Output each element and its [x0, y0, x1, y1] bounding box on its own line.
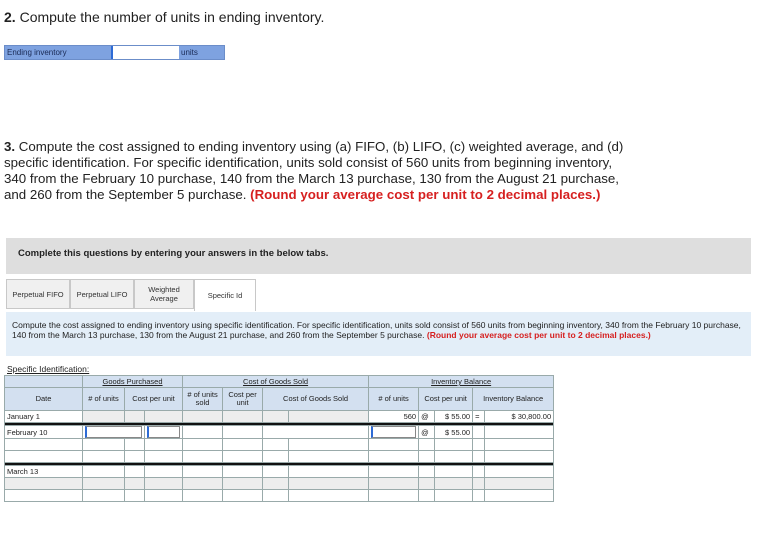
tab-bar — [6, 279, 256, 311]
cogs-units-header: # of units sold — [183, 388, 223, 411]
gp-cost-header: Cost per unit — [125, 388, 183, 411]
question-2-text: Compute the number of units in ending inventory. — [19, 9, 325, 25]
tab-perpetual-fifo[interactable]: Perpetual FIFO — [6, 279, 70, 309]
question-3-highlight: (Round your average cost per unit to 2 decimal places.) — [250, 187, 601, 202]
tab-weighted-average[interactable]: Weighted Average — [134, 279, 194, 309]
question-2-number: 2. — [4, 9, 16, 25]
instruction-text — [12, 320, 747, 340]
date-cell: January 1 — [5, 411, 83, 423]
table-row-jan1 — [5, 411, 554, 423]
gp-units-input[interactable] — [85, 426, 142, 438]
table-row-mar13 — [5, 466, 554, 478]
at-symbol: @ — [419, 426, 435, 439]
inv-balance-header: Inventory Balance — [473, 388, 554, 411]
complete-note-box — [6, 238, 751, 274]
specific-identification-title: Specific Identification: — [7, 364, 90, 374]
at-symbol: @ — [419, 411, 435, 423]
inv-units-input[interactable] — [371, 426, 416, 438]
date-cell: February 10 — [5, 426, 83, 439]
tab-perpetual-lifo[interactable]: Perpetual LIFO — [70, 279, 134, 309]
inv-units-header: # of units — [369, 388, 419, 411]
ending-inventory-input[interactable] — [111, 46, 179, 59]
cogs-total-header: Cost of Goods Sold — [263, 388, 369, 411]
inv-cost-cell: $ 55.00 — [435, 426, 473, 439]
question-3-number: 3. — [4, 139, 16, 154]
cogs-cost-header: Cost per unit — [223, 388, 263, 411]
table-row-feb10 — [5, 426, 554, 439]
equals-symbol: = — [473, 411, 485, 423]
question-3-text: Compute the cost assigned to ending inventory using (a) FIFO, (b) LIFO, (c) weighted average, and (d) specific identification. For specific identification, units sold consist of 560 units from beginning inventory, 340 from the February 10 purchase, 140 from the March 13 purchase, 130 from the August 21 purchase, and 260 from the September 5 purchase. — [4, 139, 624, 202]
ending-inventory-row — [4, 45, 225, 60]
date-cell: March 13 — [5, 466, 83, 478]
goods-purchased-header: Goods Purchased — [83, 376, 183, 388]
instruction-highlight: (Round your average cost per unit to 2 decimal places.) — [426, 330, 651, 340]
ending-inventory-label: Ending inventory — [5, 46, 111, 59]
gp-units-header: # of units — [83, 388, 125, 411]
date-header: Date — [5, 388, 83, 411]
tab-specific-id[interactable]: Specific Id — [194, 279, 256, 311]
specific-identification-table — [4, 375, 554, 502]
complete-note: Complete this questions by entering your answers in the below tabs. — [18, 248, 329, 259]
inv-units-cell: 560 — [369, 411, 419, 423]
cost-of-goods-sold-header: Cost of Goods Sold — [183, 376, 369, 388]
blank-header — [5, 376, 83, 388]
inventory-balance-header: Inventory Balance — [369, 376, 554, 388]
instruction-body: Compute the cost assigned to ending inventory using specific identification. For specific identification, units sold consist of 560 units from beginning inventory, 340 from the February 10 purchase, 140 from the March 13 purchase, 130 from the August 21 purchase, and 260 from the September 5 purchase. — [12, 320, 741, 340]
instruction-box — [6, 312, 751, 356]
inv-cost-header: Cost per unit — [419, 388, 473, 411]
gp-cost-input[interactable] — [147, 426, 180, 438]
inv-cost-cell: $ 55.00 — [435, 411, 473, 423]
question-2 — [4, 9, 324, 25]
ending-inventory-units: units — [179, 46, 224, 59]
inv-balance-cell: $ 30,800.00 — [485, 411, 554, 423]
question-3 — [4, 139, 624, 203]
